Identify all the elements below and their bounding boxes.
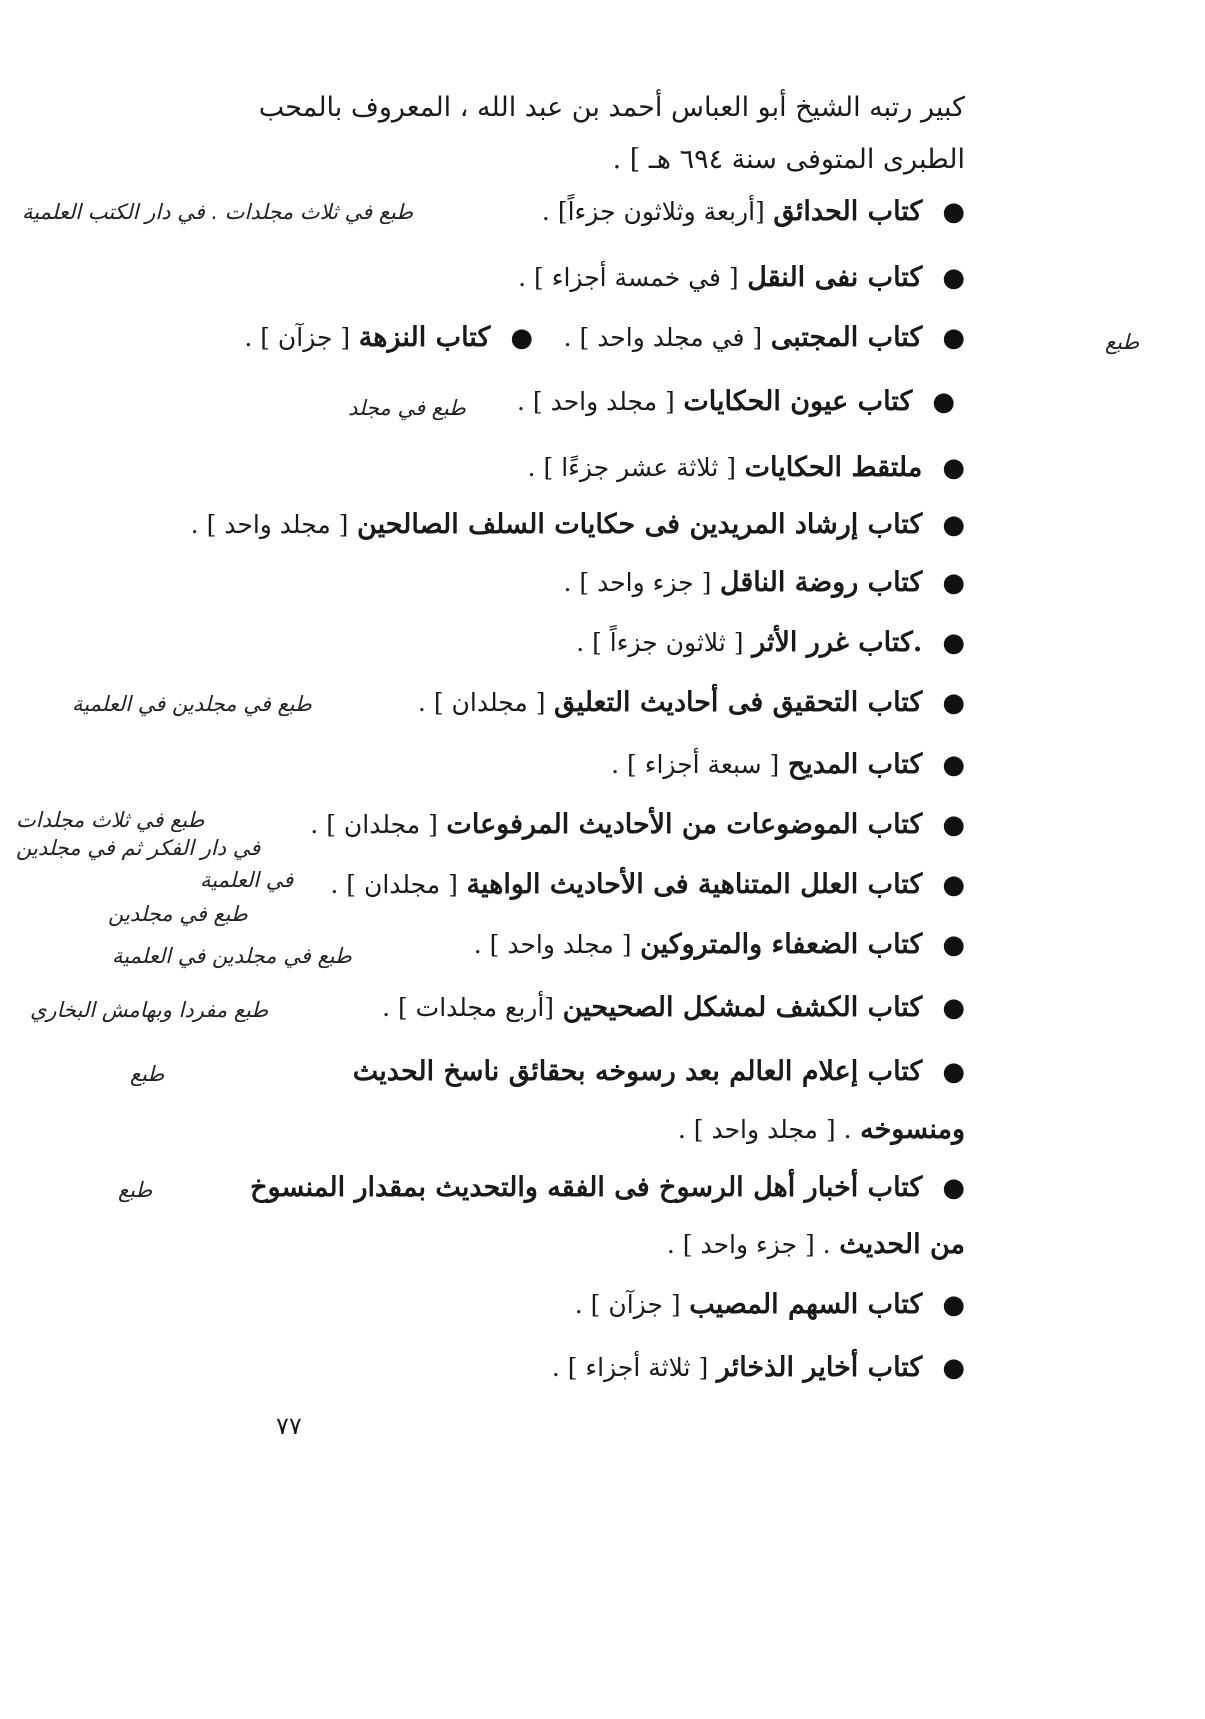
list-item <box>563 563 965 603</box>
book-volumes: [ في خمسة أجزاء ] . <box>518 263 739 292</box>
book-title: .كتاب غرر الأثر <box>752 627 923 658</box>
book-volumes: . [ جزء واحد ] . <box>666 1230 831 1259</box>
book-title: كتاب عيون الحكايات <box>683 386 913 417</box>
book-title: كتاب الكشف لمشكل الصحيحين <box>562 992 923 1023</box>
book-title: كتاب الموضوعات من الأحاديث المرفوعات <box>446 809 923 840</box>
book-title: كتاب إعلام العالم بعد رسوخه بحقائق ناسخ الحديث <box>352 1056 923 1087</box>
book-title: ملتقط الحكايات <box>744 452 923 483</box>
bullet-icon: ● <box>942 810 965 840</box>
book-volumes: [ جزآن ] . <box>244 323 351 352</box>
handwritten-note: في دار الفكر ثم في مجلدين <box>16 836 261 860</box>
list-item <box>552 1348 965 1388</box>
list-item <box>191 505 965 545</box>
handwritten-note: طبع مفردا وبهامش البخاري <box>30 998 269 1022</box>
intro-line-2: الطبرى المتوفى سنة ٦٩٤ هـ ] . <box>612 144 965 175</box>
bullet-icon: ● <box>942 1353 965 1383</box>
intro-line-1: كبير رتبه الشيخ أبو العباس أحمد بن عبد الله ، المعروف بالمحب <box>258 92 965 123</box>
book-title: كتاب المديح <box>787 749 923 780</box>
book-title: كتاب التحقيق فى أحاديث التعليق <box>554 687 923 718</box>
bullet-icon: ● <box>942 323 965 353</box>
bullet-icon: ● <box>942 993 965 1023</box>
book-volumes: [ مجلدان ] . <box>310 810 438 839</box>
list-item-continuation <box>667 1225 965 1265</box>
list-item <box>244 318 965 358</box>
book-volumes: . [ مجلد واحد ] . <box>677 1115 852 1144</box>
bullet-icon: ● <box>942 870 965 900</box>
handwritten-note: طبع <box>118 1178 153 1202</box>
book-volumes: [ ثلاثة عشر جزءًا ] . <box>527 453 737 482</box>
book-volumes: [ جزآن ] . <box>574 1290 681 1319</box>
book-title: كتاب المجتبى <box>770 322 923 353</box>
book-volumes: [ ثلاثون جزءاً ] . <box>576 628 744 657</box>
handwritten-note: طبع في مجلد <box>348 396 466 420</box>
list-item <box>474 925 965 965</box>
book-volumes: [ مجلد واحد ] . <box>190 510 349 539</box>
book-title: كتاب أخاير الذخائر <box>716 1352 923 1383</box>
list-item <box>576 623 965 663</box>
bullet-icon: ● <box>942 263 965 293</box>
handwritten-side-note: طبع <box>1105 330 1140 354</box>
book-title: كتاب النزهة <box>358 322 491 353</box>
bullet-icon: ● <box>510 323 533 353</box>
list-item <box>542 192 965 232</box>
list-item <box>611 745 965 785</box>
bullet-icon: ● <box>932 387 955 417</box>
book-volumes: [ مجلد واحد ] . <box>517 387 675 416</box>
bullet-icon: ● <box>942 510 965 540</box>
bullet-icon: ● <box>942 628 965 658</box>
book-volumes: [ في مجلد واحد ] . <box>563 323 763 352</box>
list-item <box>575 1285 965 1325</box>
list-item <box>250 1168 965 1208</box>
list-item <box>310 805 965 845</box>
bullet-icon: ● <box>942 1290 965 1320</box>
list-item <box>382 988 965 1028</box>
book-volumes: [ جزء واحد ] . <box>563 568 712 597</box>
bullet-icon: ● <box>942 197 965 227</box>
bullet-icon: ● <box>942 1173 965 1203</box>
book-title: كتاب السهم المصيب <box>689 1289 923 1320</box>
book-title: كتاب نفى النقل <box>747 262 923 293</box>
handwritten-note: في العلمية <box>200 868 294 892</box>
list-item <box>330 865 965 905</box>
handwritten-note: طبع <box>130 1062 165 1086</box>
handwritten-note: طبع في مجلدين في العلمية <box>112 944 352 968</box>
list-item <box>518 258 965 298</box>
page-number: ٧٧ <box>276 1412 302 1440</box>
book-volumes: [أربعة وثلاثون جزءاً] . <box>541 197 765 226</box>
handwritten-note: طبع في مجلدين <box>108 902 248 926</box>
list-item <box>517 382 955 422</box>
bullet-icon: ● <box>942 930 965 960</box>
bullet-icon: ● <box>942 688 965 718</box>
handwritten-note: طبع في مجلدين في العلمية <box>72 692 312 716</box>
book-volumes: [أربع مجلدات ] . <box>382 993 555 1022</box>
book-title: ومنسوخه <box>860 1114 965 1145</box>
book-volumes: [ ثلاثة أجزاء ] . <box>551 1353 709 1382</box>
handwritten-note: طبع في ثلاث مجلدات . في دار الكتب العلمية <box>22 200 414 224</box>
book-volumes: [ مجلدان ] . <box>330 870 458 899</box>
bullet-icon: ● <box>942 1057 965 1087</box>
bullet-icon: ● <box>942 750 965 780</box>
bullet-icon: ● <box>942 568 965 598</box>
handwritten-note: طبع في ثلاث مجلدات <box>16 808 205 832</box>
list-item-continuation <box>678 1110 965 1150</box>
book-volumes: [ سبعة أجزاء ] . <box>611 750 780 779</box>
book-title: كتاب روضة الناقل <box>719 567 923 598</box>
book-title: كتاب الحدائق <box>773 196 923 227</box>
book-title: من الحديث <box>839 1229 965 1260</box>
list-item <box>353 1052 965 1092</box>
bullet-icon: ● <box>942 453 965 483</box>
book-title: كتاب إرشاد المريدين فى حكايات السلف الصالحين <box>357 509 923 540</box>
list-item <box>418 683 965 723</box>
list-item <box>528 448 965 488</box>
book-title: كتاب الضعفاء والمتروكين <box>640 929 923 960</box>
book-volumes: [ مجلدان ] . <box>417 688 546 717</box>
book-title: كتاب أخبار أهل الرسوخ فى الفقه والتحديث بمقدار المنسوخ <box>250 1172 923 1203</box>
book-title: كتاب العلل المتناهية فى الأحاديث الواهية <box>466 869 923 900</box>
book-volumes: [ مجلد واحد ] . <box>473 930 632 959</box>
